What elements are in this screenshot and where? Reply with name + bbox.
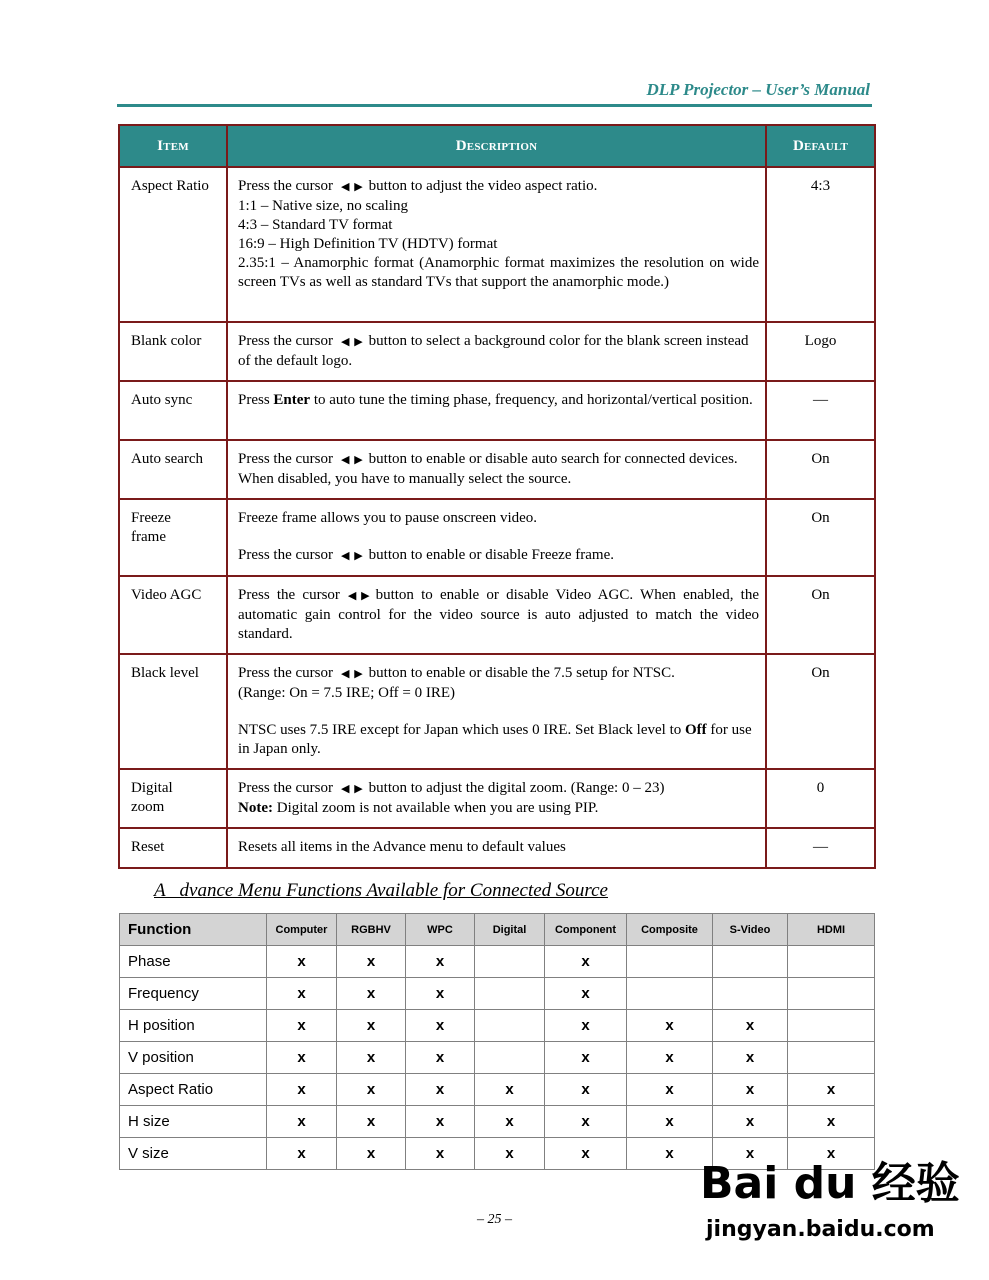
support-cell: x bbox=[545, 1042, 627, 1074]
section-subtitle: A dvance Menu Functions Available for Connected Source bbox=[154, 880, 608, 901]
col-header: Component bbox=[545, 914, 627, 946]
support-cell: x bbox=[627, 1106, 713, 1138]
function-table bbox=[119, 913, 875, 1170]
item-description: Press the cursor ◀ ▶ button to enable or disable auto search for connected devices. When disabled, you have to manually select the source. bbox=[227, 440, 766, 499]
item-name: Blank color bbox=[119, 322, 227, 381]
support-cell bbox=[475, 1010, 545, 1042]
support-cell: x bbox=[545, 1106, 627, 1138]
support-cell: x bbox=[267, 978, 337, 1010]
support-cell: x bbox=[545, 946, 627, 978]
table-row bbox=[120, 1010, 875, 1042]
support-cell bbox=[627, 946, 713, 978]
item-name: Black level bbox=[119, 654, 227, 769]
table-row bbox=[119, 167, 875, 322]
item-default: — bbox=[766, 381, 875, 440]
support-cell: x bbox=[337, 946, 406, 978]
support-cell: x bbox=[545, 978, 627, 1010]
support-cell bbox=[788, 1010, 875, 1042]
page-number: – 25 – bbox=[477, 1212, 512, 1227]
baidu-watermark bbox=[700, 1140, 960, 1250]
support-cell: x bbox=[627, 1138, 713, 1170]
col-header: WPC bbox=[406, 914, 475, 946]
function-name: Frequency bbox=[120, 978, 267, 1010]
support-cell: x bbox=[337, 1010, 406, 1042]
item-default: On bbox=[766, 440, 875, 499]
item-name: Auto search bbox=[119, 440, 227, 499]
support-cell: x bbox=[267, 1042, 337, 1074]
support-cell bbox=[475, 946, 545, 978]
col-header: Digital bbox=[475, 914, 545, 946]
table-row bbox=[119, 381, 875, 440]
item-default: Logo bbox=[766, 322, 875, 381]
support-cell: x bbox=[267, 1074, 337, 1106]
support-cell bbox=[713, 946, 788, 978]
header-divider bbox=[117, 104, 872, 107]
support-cell bbox=[788, 946, 875, 978]
support-cell: x bbox=[337, 978, 406, 1010]
table-row bbox=[120, 1074, 875, 1106]
support-cell: x bbox=[406, 1042, 475, 1074]
item-default: On bbox=[766, 654, 875, 769]
watermark-url: jingyan.baidu.com bbox=[706, 1217, 935, 1242]
col-header: Computer bbox=[267, 914, 337, 946]
item-description: Freeze frame allows you to pause onscreen video. Press the cursor ◀ ▶ button to enable or disable Freeze frame. bbox=[227, 499, 766, 576]
support-cell: x bbox=[337, 1074, 406, 1106]
support-cell bbox=[788, 1042, 875, 1074]
item-name: Auto sync bbox=[119, 381, 227, 440]
left-right-arrows-icon: ◀ ▶ bbox=[347, 590, 371, 602]
function-name: V position bbox=[120, 1042, 267, 1074]
table-row bbox=[119, 576, 875, 654]
left-right-arrows-icon: ◀ ▶ bbox=[340, 668, 364, 680]
support-cell: x bbox=[406, 1074, 475, 1106]
support-cell: x bbox=[337, 1042, 406, 1074]
item-description: Press the cursor ◀ ▶ button to adjust the video aspect ratio. 1:1 – Native size, no scaling 4:3 – Standard TV format 16:9 – High Definition TV (HDTV) format 2.35:1 – Anamorphic format (Anamorphic format maximizes the resolution on wide screen TVs as well as standard TVs that support the anamorphic mode.) bbox=[227, 167, 766, 322]
table-row bbox=[119, 654, 875, 769]
function-name: Aspect Ratio bbox=[120, 1074, 267, 1106]
support-cell: x bbox=[406, 1138, 475, 1170]
settings-header-row bbox=[119, 125, 875, 167]
support-cell bbox=[475, 978, 545, 1010]
support-cell: x bbox=[267, 1010, 337, 1042]
support-cell: x bbox=[713, 1138, 788, 1170]
header-description: Description bbox=[227, 125, 766, 167]
table-row bbox=[120, 1042, 875, 1074]
function-name: H position bbox=[120, 1010, 267, 1042]
item-default: 0 bbox=[766, 769, 875, 828]
item-default: On bbox=[766, 576, 875, 654]
support-cell: x bbox=[545, 1074, 627, 1106]
left-right-arrows-icon: ◀ ▶ bbox=[340, 454, 364, 466]
item-description: Press the cursor ◀ ▶ button to enable or disable Video AGC. When enabled, the automatic gain control for the video source is auto adjusted to match the video standard. bbox=[227, 576, 766, 654]
settings-table bbox=[118, 124, 876, 869]
support-cell: x bbox=[406, 978, 475, 1010]
table-row bbox=[119, 499, 875, 576]
table-row bbox=[120, 1106, 875, 1138]
support-cell: x bbox=[627, 1010, 713, 1042]
support-cell: x bbox=[267, 946, 337, 978]
support-cell: x bbox=[475, 1138, 545, 1170]
item-default: On bbox=[766, 499, 875, 576]
item-name: Video AGC bbox=[119, 576, 227, 654]
support-cell: x bbox=[545, 1010, 627, 1042]
support-cell: x bbox=[475, 1074, 545, 1106]
item-description: Press the cursor ◀ ▶ button to adjust the digital zoom. (Range: 0 – 23) Note: Digital zoom is not available when you are using PIP. bbox=[227, 769, 766, 828]
item-description: Press the cursor ◀ ▶ button to enable or disable the 7.5 setup for NTSC. (Range: On = 7.5 IRE; Off = 0 IRE) NTSC uses 7.5 IRE except for Japan which uses 0 IRE. Set Black level to Off for use in Japan only. bbox=[227, 654, 766, 769]
support-cell: x bbox=[627, 1042, 713, 1074]
item-description: Press the cursor ◀ ▶ button to select a background color for the blank screen instead of the default logo. bbox=[227, 322, 766, 381]
support-cell: x bbox=[788, 1138, 875, 1170]
header-default: Default bbox=[766, 125, 875, 167]
item-name: Freeze frame bbox=[119, 499, 227, 576]
item-name: Digital zoom bbox=[119, 769, 227, 828]
table-row bbox=[119, 828, 875, 868]
function-name: V size bbox=[120, 1138, 267, 1170]
col-header: RGBHV bbox=[337, 914, 406, 946]
left-right-arrows-icon: ◀ ▶ bbox=[340, 550, 364, 562]
support-cell bbox=[627, 978, 713, 1010]
support-cell: x bbox=[788, 1074, 875, 1106]
table-row bbox=[120, 946, 875, 978]
item-name: Aspect Ratio bbox=[119, 167, 227, 322]
left-right-arrows-icon: ◀ ▶ bbox=[340, 336, 364, 348]
item-default: — bbox=[766, 828, 875, 868]
function-name: Phase bbox=[120, 946, 267, 978]
item-default: 4:3 bbox=[766, 167, 875, 322]
support-cell: x bbox=[267, 1106, 337, 1138]
watermark-brand: Bai du 经验 bbox=[700, 1158, 960, 1209]
support-cell bbox=[475, 1042, 545, 1074]
item-name: Reset bbox=[119, 828, 227, 868]
support-cell: x bbox=[267, 1138, 337, 1170]
support-cell bbox=[788, 978, 875, 1010]
support-cell: x bbox=[713, 1106, 788, 1138]
header-item: Item bbox=[119, 125, 227, 167]
manual-title: DLP Projector – User’s Manual bbox=[646, 80, 870, 99]
item-description: Press Enter to auto tune the timing phase, frequency, and horizontal/vertical position. bbox=[227, 381, 766, 440]
support-cell: x bbox=[713, 1074, 788, 1106]
support-cell: x bbox=[337, 1106, 406, 1138]
col-header: S-Video bbox=[713, 914, 788, 946]
table-row bbox=[119, 322, 875, 381]
function-header-row bbox=[120, 914, 875, 946]
left-right-arrows-icon: ◀ ▶ bbox=[340, 783, 364, 795]
table-row bbox=[119, 769, 875, 828]
table-row bbox=[119, 440, 875, 499]
support-cell: x bbox=[545, 1138, 627, 1170]
support-cell: x bbox=[713, 1042, 788, 1074]
col-header: HDMI bbox=[788, 914, 875, 946]
function-name: H size bbox=[120, 1106, 267, 1138]
col-header: Composite bbox=[627, 914, 713, 946]
item-description: Resets all items in the Advance menu to default values bbox=[227, 828, 766, 868]
support-cell bbox=[713, 978, 788, 1010]
support-cell: x bbox=[337, 1138, 406, 1170]
col-header: Function bbox=[120, 914, 267, 946]
support-cell: x bbox=[788, 1106, 875, 1138]
table-row bbox=[120, 978, 875, 1010]
support-cell: x bbox=[627, 1074, 713, 1106]
left-right-arrows-icon: ◀ ▶ bbox=[340, 181, 364, 193]
support-cell: x bbox=[406, 946, 475, 978]
support-cell: x bbox=[406, 1010, 475, 1042]
support-cell: x bbox=[406, 1106, 475, 1138]
support-cell: x bbox=[475, 1106, 545, 1138]
support-cell: x bbox=[713, 1010, 788, 1042]
